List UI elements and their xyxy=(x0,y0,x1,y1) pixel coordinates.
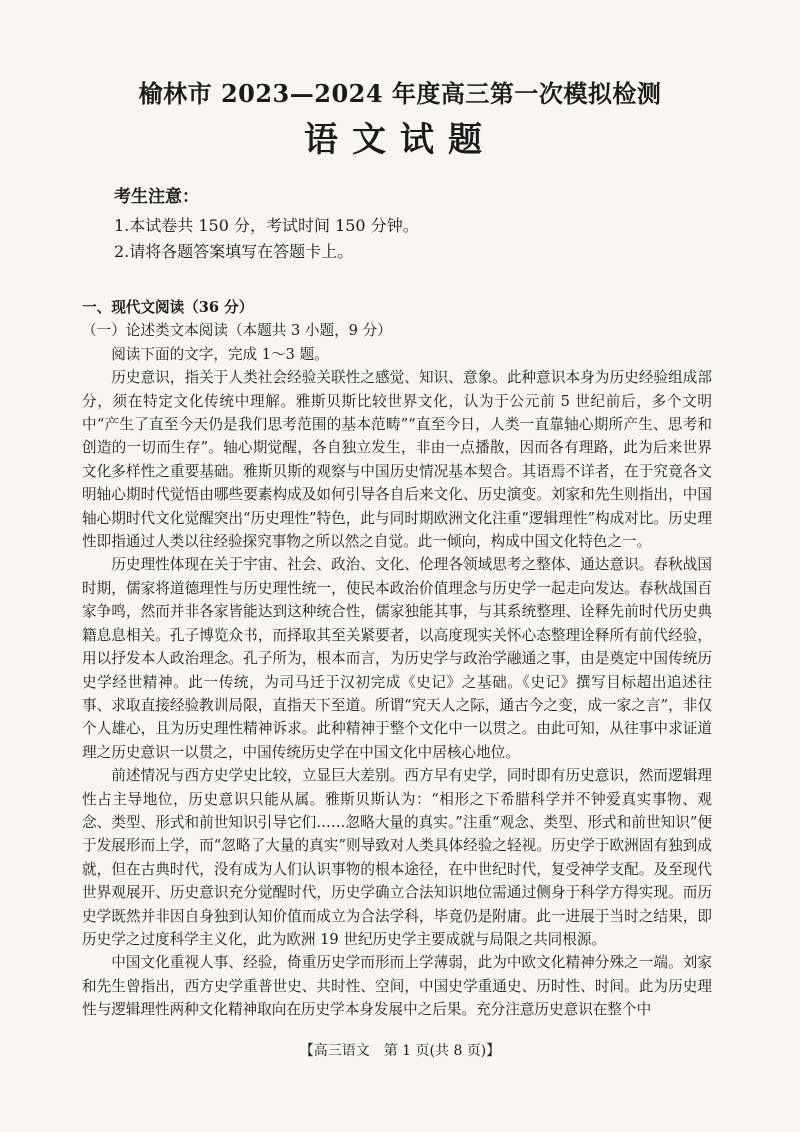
exam-title: 榆林市 2023—2024 年度高三第一次模拟检测 xyxy=(138,79,662,108)
passage-paragraph: 历史理性体现在关于宇宙、社会、政治、文化、伦理各领域思考之整体、通达意识。春秋战国时期，儒家将道德理性与历史理性统一，使民本政治价值理念与历史学一起走向发达。春秋战国百家争鸣，然而并非各家皆能达到这种统合性，儒家独能其事，与其系统整理、诠释先前时代历史典籍息息相关。孔子博览众书，而择取其至关紧要者，以高度现实关怀心态整理诠释所有前代经验，用以抒发本人政治理念。孔子所为，根本而言，为历史学与政治学融通之事，由是奠定中国传统历史学经世精神。此一传统，为司马迁于汉初完成《史记》之基础。《史记》撰写目标超出追述往事、求取直接经验教训局限，直指天下至道。所谓“究天人之际，通古今之变，成一家之言”，非仅个人雄心，且为历史理性精神诉求。此种精神于整个文化中一以贯之。由此可知，从往事中求证道理之历史意识一以贯之，中国传统历史学在中国文化中居核心地位。 xyxy=(82,556,712,761)
instruction-text: 阅读下面的文字，完成 1～3 题。 xyxy=(111,345,329,363)
section-subheading: （一）论述类文本阅读（本题共 3 小题，9 分） xyxy=(82,322,392,340)
subject-title: 语文试题 xyxy=(304,120,496,160)
passage-paragraph: 前述情况与西方史学史比较，立显巨大差别。西方早有史学，同时即有历史意识，然而逻辑理性占主导地位，历史意识只能从属。雅斯贝斯认为：“相形之下希腊科学并不钟爱真实事物、观念、类型、形式和前世知识引导它们……忽略大量的真实。”注重“观念、类型、形式和前世知识”便于发展形而上学，而“忽略了大量的真实”则导致对人类具体经验之轻视。历史学于欧洲固有独到成就，但在古典时代，没有成为人们认识事物的根本途径，在中世纪时代，复受神学支配。及至现代世界观展开、历史意识充分觉醒时代，历史学确立合法知识地位需通过侧身于科学方得实现。而历史学既然并非因自身独到认知价值而成立为合法学科，毕竟仍是附庸。此一进展于当时之结果，即历史学之过度科学主义化，此为欧洲 19 世纪历史学主要成就与局限之共同根源。 xyxy=(82,767,712,948)
notice-item: 1.本试卷共 150 分，考试时间 150 分钟。 xyxy=(114,216,419,235)
section-heading: 一、现代文阅读（36 分） xyxy=(82,299,254,316)
passage-paragraph: 历史意识，指关于人类社会经验关联性之感觉、知识、意象。此种意识本身为历史经验组成部分，须在特定文化传统中理解。雅斯贝斯比较世界文化，认为于公元前 5 世纪前后，多个文明中“产生了直至今天仍是我们思考范围的基本范畴”“直至今日，人类一直靠轴心期所产生、思考和创造的一切而生存”。轴心期觉醒，各自独立发生，非由一点播散，因而各有理路，此为后来世界文化多样性之重要基础。雅斯贝斯的观察与中国历史情况基本契合。其语焉不详者，在于究竟各文明轴心期时代觉悟由哪些要素构成及如何引导各自后来文化、历史演变。刘家和先生则指出，中国轴心期时代文化觉醒突出“历史理性”特色，此与同时期欧洲文化注重“逻辑理性”构成对比。历史理性即指通过人类以往经验探究事物之所以然之自觉。此一倾向，构成中国文化特色之一。 xyxy=(82,369,712,551)
notice-item: 2.请将各题答案填写在答题卡上。 xyxy=(114,242,354,261)
candidate-notice xyxy=(114,182,419,265)
reading-section xyxy=(82,296,712,1022)
passage-paragraph: 中国文化重视人事、经验，倚重历史学而形而上学薄弱，此为中欧文化精神分殊之一端。刘家和先生曾指出，西方史学重普世史、共时性、空间，中国史学重通史、历时性、时间。此为历史理性与逻辑理性两种文化精神取向在历史学本身发展中之后果。充分注意历史意识在整个中 xyxy=(82,954,712,1019)
notice-heading: 考生注意： xyxy=(114,187,199,207)
page-footer: 【高三语文 第 1 页(共 8 页)】 xyxy=(299,1043,501,1059)
